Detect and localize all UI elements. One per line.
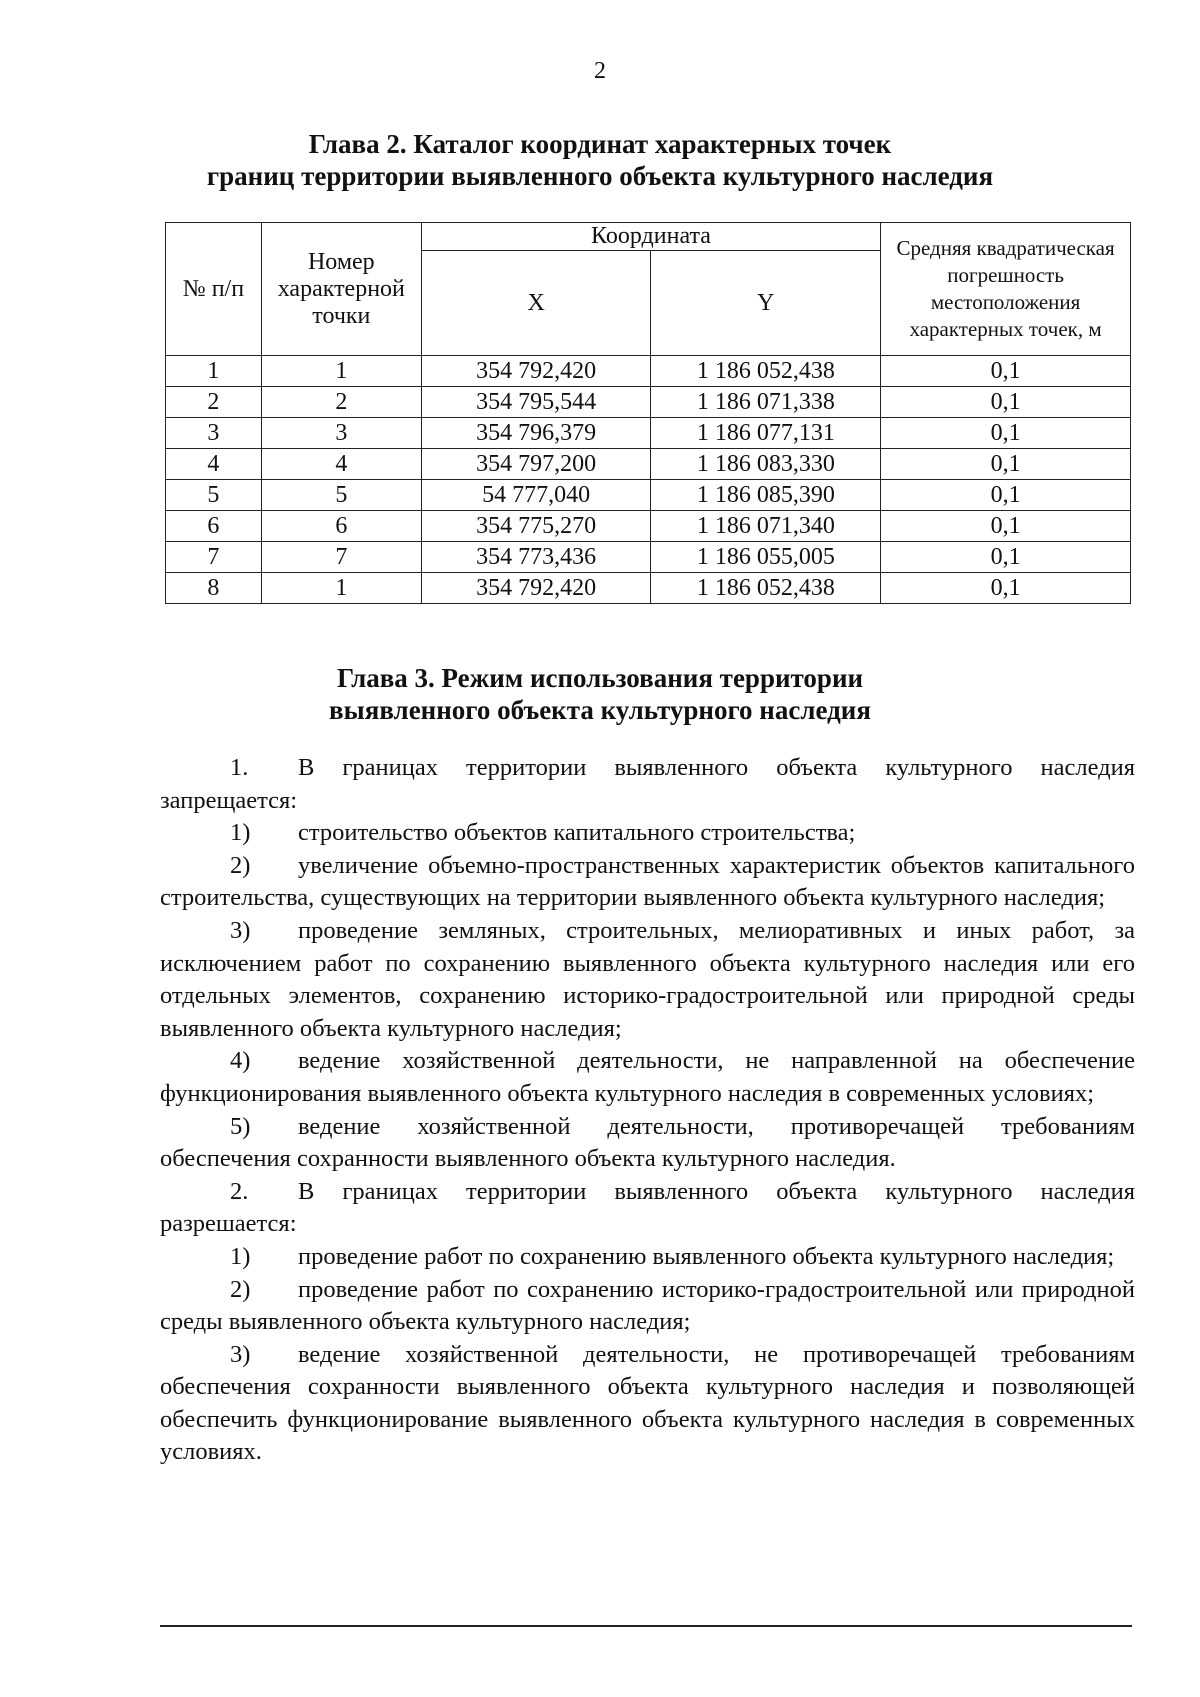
cell-x: 354 775,270 [421, 511, 651, 542]
list-item-text: ведение хозяйственной деятельности, противоречащей требованиям обеспечения сохранности выявленного объекта культурного наследия. [160, 1112, 1135, 1173]
chapter3-title-line2: выявленного объекта культурного наследия [329, 695, 871, 725]
cell-error: 0,1 [881, 480, 1131, 511]
list-item-number: 3) [230, 916, 251, 944]
chapter3-body [160, 752, 1135, 1469]
chapter3-title [0, 662, 1200, 726]
table-row [166, 449, 1131, 480]
list-item-text: проведение работ по сохранению историко-градостроительной или природной среды выявленного объекта культурного наследия; [160, 1275, 1135, 1336]
table-row [166, 573, 1131, 604]
section2-text: В границах территории выявленного объекта культурного наследия разрешается: [160, 1177, 1135, 1238]
header-error: Средняя квадратическая погрешность местоположения характерных точек, м [881, 223, 1131, 356]
footer-divider [160, 1625, 1132, 1627]
table-row [166, 356, 1131, 387]
chapter2-title [0, 128, 1200, 192]
cell-x: 354 797,200 [421, 449, 651, 480]
cell-error: 0,1 [881, 418, 1131, 449]
list-item-number: 1) [230, 1242, 251, 1270]
section2-number: 2. [230, 1177, 249, 1205]
chapter2-title-line1: Глава 2. Каталог координат характерных точек [308, 129, 892, 159]
list-item [160, 850, 1135, 915]
cell-num: 4 [166, 449, 262, 480]
header-coordinate: Координата [421, 223, 880, 251]
cell-x: 54 777,040 [421, 480, 651, 511]
table-row [166, 387, 1131, 418]
table-row [166, 511, 1131, 542]
list-item-text: проведение работ по сохранению выявленного объекта культурного наследия; [298, 1242, 1115, 1270]
cell-error: 0,1 [881, 573, 1131, 604]
cell-y: 1 186 085,390 [651, 480, 881, 511]
cell-num: 8 [166, 573, 262, 604]
header-x: X [421, 251, 651, 356]
cell-point: 7 [261, 542, 421, 573]
cell-error: 0,1 [881, 449, 1131, 480]
list-item [160, 1274, 1135, 1339]
list-item-text: увеличение объемно-пространственных характеристик объектов капитального строительства, существующих на территории выявленного объекта культурного наследия; [160, 851, 1135, 912]
cell-point: 1 [261, 573, 421, 604]
cell-error: 0,1 [881, 387, 1131, 418]
section1-number: 1. [230, 754, 249, 781]
cell-x: 354 773,436 [421, 542, 651, 573]
list-item-number: 4) [230, 1047, 251, 1075]
cell-num: 2 [166, 387, 262, 418]
table-row [166, 418, 1131, 449]
list-item [160, 1111, 1135, 1176]
cell-point: 5 [261, 480, 421, 511]
list-item-text: ведение хозяйственной деятельности, не направленной на обеспечение функционирования выявленного объекта культурного наследия в современных условиях; [160, 1047, 1135, 1107]
list-item [160, 1241, 1135, 1274]
cell-y: 1 186 077,131 [651, 418, 881, 449]
chapter3-title-line1: Глава 3. Режим использования территории [336, 663, 864, 693]
list-item-number: 1) [230, 819, 251, 847]
cell-x: 354 795,544 [421, 387, 651, 418]
list-item-number: 2) [230, 851, 251, 879]
cell-x: 354 792,420 [421, 356, 651, 387]
cell-error: 0,1 [881, 511, 1131, 542]
list-item [160, 1045, 1135, 1110]
section1-paragraph [160, 752, 1135, 817]
chapter2-title-line2: границ территории выявленного объекта культурного наследия [206, 161, 994, 191]
cell-y: 1 186 055,005 [651, 542, 881, 573]
cell-y: 1 186 052,438 [651, 573, 881, 604]
list-item-number: 3) [230, 1340, 251, 1368]
list-item-text: строительство объектов капитального строительства; [298, 819, 856, 847]
table-row [166, 542, 1131, 573]
cell-y: 1 186 083,330 [651, 449, 881, 480]
cell-num: 3 [166, 418, 262, 449]
cell-point: 1 [261, 356, 421, 387]
cell-error: 0,1 [881, 356, 1131, 387]
section1-text: В границах территории выявленного объекта культурного наследия запрещается: [160, 754, 1135, 814]
cell-point: 3 [261, 418, 421, 449]
list-item [160, 915, 1135, 1045]
list-item-number: 5) [230, 1112, 251, 1140]
cell-point: 4 [261, 449, 421, 480]
cell-num: 6 [166, 511, 262, 542]
cell-x: 354 796,379 [421, 418, 651, 449]
cell-y: 1 186 071,340 [651, 511, 881, 542]
cell-num: 5 [166, 480, 262, 511]
list-item [160, 817, 1135, 850]
cell-point: 2 [261, 387, 421, 418]
list-item-text: проведение земляных, строительных, мелиоративных и иных работ, за исключением работ по сохранению выявленного объекта культурного наследия или его отдельных элементов, сохранению историко-градостроительной или природной среды выявленного объекта культурного наследия; [160, 916, 1135, 1042]
cell-y: 1 186 052,438 [651, 356, 881, 387]
cell-point: 6 [261, 511, 421, 542]
page-number: 2 [594, 58, 606, 84]
list-item [160, 1339, 1135, 1469]
cell-error: 0,1 [881, 542, 1131, 573]
header-point: Номер характерной точки [261, 223, 421, 356]
cell-x: 354 792,420 [421, 573, 651, 604]
coordinates-table [165, 222, 1131, 604]
header-y: Y [651, 251, 881, 356]
cell-num: 7 [166, 542, 262, 573]
header-num: № п/п [166, 223, 262, 356]
table-row [166, 480, 1131, 511]
cell-num: 1 [166, 356, 262, 387]
list-item-text: ведение хозяйственной деятельности, не противоречащей требованиям обеспечения сохранности выявленного объекта культурного наследия и позволяющей обеспечить функционирование выявленного объекта культурного наследия в современных условиях. [160, 1340, 1135, 1466]
list-item-number: 2) [230, 1275, 251, 1303]
section2-paragraph [160, 1176, 1135, 1241]
cell-y: 1 186 071,338 [651, 387, 881, 418]
